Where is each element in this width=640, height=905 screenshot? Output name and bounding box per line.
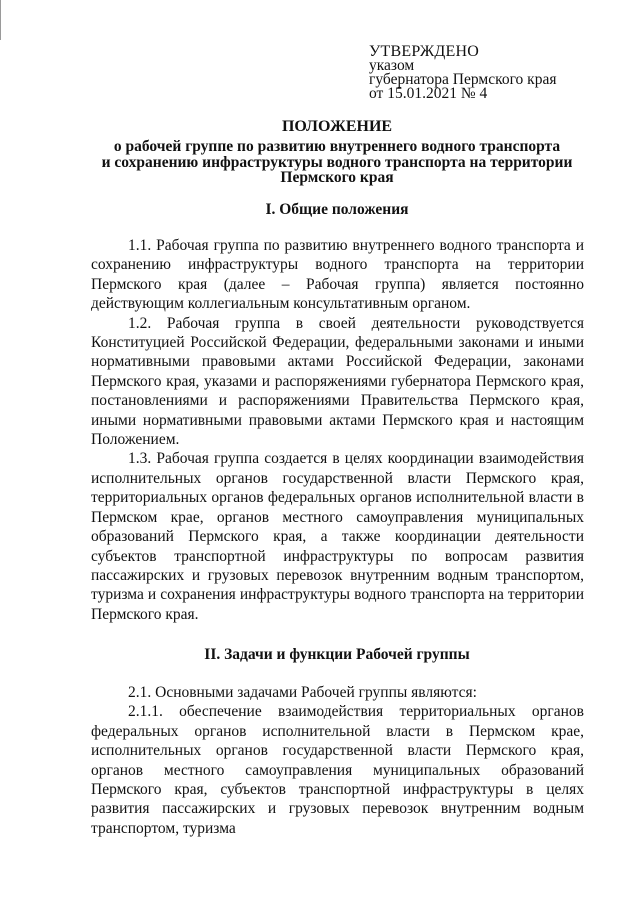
paragraph-2-1: 2.1. Основными задачами Рабочей группы являются: <box>128 684 477 701</box>
approval-line-2: губернатора Пермского края <box>369 71 557 88</box>
paragraph-2-1-1: 2.1.1. обеспечение взаимодействия территориальных органов федеральных органов исполнительной власти в Пермском крае, исполнительных органов государственной власти Пермского края, органов местного самоуправления муниципальных образований Пермского края, субъектов транспортной инфраструктуры в целях развития пассажирских и грузовых перевозок внутренним водным транспортом, туризма <box>91 703 584 837</box>
paragraph-1-3: 1.3. Рабочая группа создается в целях координации взаимодействия исполнительных органов государственной власти Пермского края, территориальных органов федеральных органов исполнительной власти в Пермском крае, органов местного самоуправления муниципальных образований Пермского края, а также координации деятельности субъектов транспортной инфраструктуры по вопросам развития пассажирских и грузовых перевозок внутренним водным транспортом, туризма и сохранения инфраструктуры водного транспорта на территории Пермского края. <box>91 450 584 623</box>
document-subtitle-line-3: Пермского края <box>280 169 394 186</box>
document-subtitle-line-1: о рабочей группе по развитию внутреннего водного транспорта <box>113 138 561 155</box>
section-2-heading: II. Задачи и функции Рабочей группы <box>204 646 470 663</box>
document-title: ПОЛОЖЕНИЕ <box>281 118 393 135</box>
approval-stamp: УТВЕРЖДЕНО <box>369 43 480 60</box>
approval-line-3: от 15.01.2021 № 4 <box>369 85 488 102</box>
document-subtitle-line-2: и сохранению инфраструктуры водного транспорта на территории <box>101 153 573 171</box>
approval-line-1: указом <box>369 57 415 74</box>
document-title-block <box>90 118 584 186</box>
paragraph-1-1: 1.1. Рабочая группа по развитию внутреннего водного транспорта и сохранению инфраструктуры водного транспорта на территории Пермского края (далее – Рабочая группа) является постоянно действующим коллегиальным консультативным органом. <box>91 237 584 313</box>
section-2-body <box>91 683 584 838</box>
paragraph-1-2: 1.2. Рабочая группа в своей деятельности руководствуется Конституцией Российской Федерации, федеральными законами и иными нормативными правовыми актами Российской Федерации, законами Пермского края, указами и распоряжениями губернатора Пермского края, постановлениями и распоряжениями Правительства Пермского края, иными нормативными правовыми актами Пермского края и настоящим Положением. <box>91 314 584 449</box>
page-edge-mark <box>0 0 1 40</box>
approval-block <box>369 45 629 101</box>
section-1-heading: I. Общие положения <box>265 201 409 218</box>
section-1-body <box>91 236 584 624</box>
